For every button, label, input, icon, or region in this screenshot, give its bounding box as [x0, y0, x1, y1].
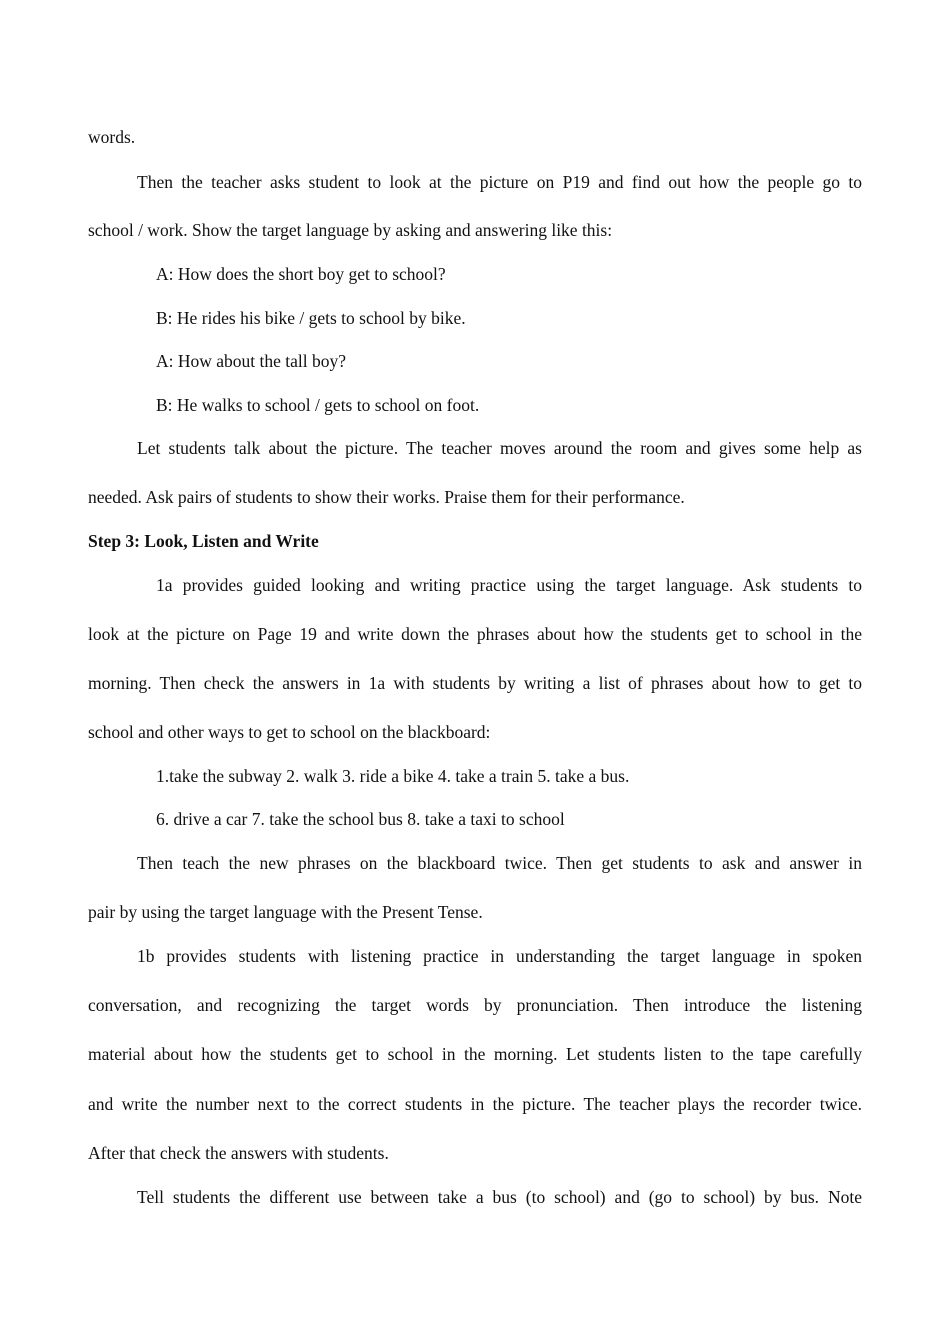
dialogue-line: A: How about the tall boy?	[156, 351, 347, 371]
paragraph-line: school and other ways to get to school on the blackboard:	[88, 722, 491, 742]
paragraph-line: pair by using the target language with the Present Tense.	[88, 902, 483, 922]
paragraph-line: Then the teacher asks student to look at the picture on P19 and find out how the people go to	[137, 172, 862, 192]
paragraph-line: Then teach the new phrases on the blackboard twice. Then get students to ask and answer in	[137, 853, 862, 873]
paragraph-line: material about how the students get to school in the morning. Let students listen to the tape carefully	[88, 1044, 862, 1064]
paragraph-line: After that check the answers with students.	[88, 1143, 389, 1163]
paragraph-line: school / work. Show the target language by asking and answering like this:	[88, 220, 613, 240]
paragraph-line: 1b provides students with listening practice in understanding the target language in spoken	[137, 946, 862, 966]
paragraph-line: needed. Ask pairs of students to show their works. Praise them for their performance.	[88, 487, 685, 507]
paragraph-line: Let students talk about the picture. The teacher moves around the room and gives some help as	[137, 438, 862, 458]
paragraph-line: words.	[88, 127, 136, 147]
section-heading: Step 3: Look, Listen and Write	[88, 531, 319, 551]
dialogue-line: A: How does the short boy get to school?	[156, 264, 446, 284]
paragraph-line: 1a provides guided looking and writing practice using the target language. Ask students to	[156, 575, 862, 595]
paragraph-line: look at the picture on Page 19 and write down the phrases about how the students get to school in the	[88, 624, 862, 644]
phrase-list-line: 1.take the subway 2. walk 3. ride a bike 4. take a train 5. take a bus.	[156, 766, 630, 786]
document-page	[88, 0, 862, 1342]
dialogue-line: B: He walks to school / gets to school on foot.	[156, 395, 480, 415]
phrase-list-line: 6. drive a car 7. take the school bus 8. take a taxi to school	[156, 809, 565, 829]
paragraph-line: conversation, and recognizing the target words by pronunciation. Then introduce the listening	[88, 995, 862, 1015]
paragraph-line: Tell students the different use between take a bus (to school) and (go to school) by bus. Note	[137, 1187, 862, 1207]
dialogue-line: B: He rides his bike / gets to school by bike.	[156, 308, 466, 328]
paragraph-line: morning. Then check the answers in 1a with students by writing a list of phrases about how to get to	[88, 673, 862, 693]
paragraph-line: and write the number next to the correct students in the picture. The teacher plays the recorder twice.	[88, 1094, 862, 1114]
